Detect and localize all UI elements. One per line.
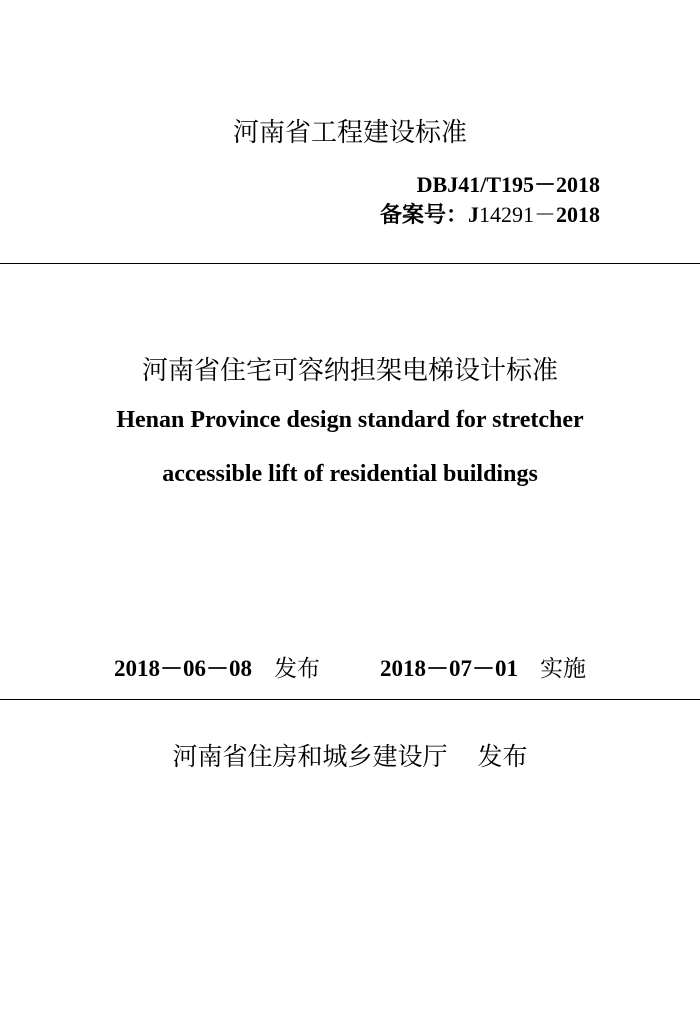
- record-number-prefix: J: [467, 202, 479, 227]
- standard-code: DBJ41/T195－2018: [416, 172, 600, 197]
- title-english-line2: accessible lift of residential buildings: [162, 461, 538, 487]
- title-chinese: 河南省住宅可容纳担架电梯设计标准: [141, 356, 558, 386]
- series-title: 河南省工程建设标准: [232, 118, 467, 148]
- bottom-divider: [0, 699, 700, 700]
- top-divider: [0, 263, 700, 264]
- implement-date: 2018－07－01: [380, 656, 518, 681]
- code-block: [380, 170, 600, 231]
- record-number-year: 2018: [556, 202, 600, 227]
- publisher-name: 河南省住房和城乡建设厅: [172, 742, 448, 771]
- record-label: 备案号：: [379, 203, 468, 228]
- record-number-line: [380, 200, 600, 231]
- record-number-main: 14291－: [478, 202, 556, 227]
- issue-label: 发布: [274, 656, 320, 682]
- dates-line: [0, 650, 700, 683]
- publisher-action: 发布: [477, 742, 528, 771]
- title-english-line1: Henan Province design standard for stretcher: [116, 407, 584, 433]
- publisher-line: [0, 737, 700, 773]
- issue-date: 2018－06－08: [114, 656, 252, 681]
- implement-label: 实施: [540, 656, 586, 682]
